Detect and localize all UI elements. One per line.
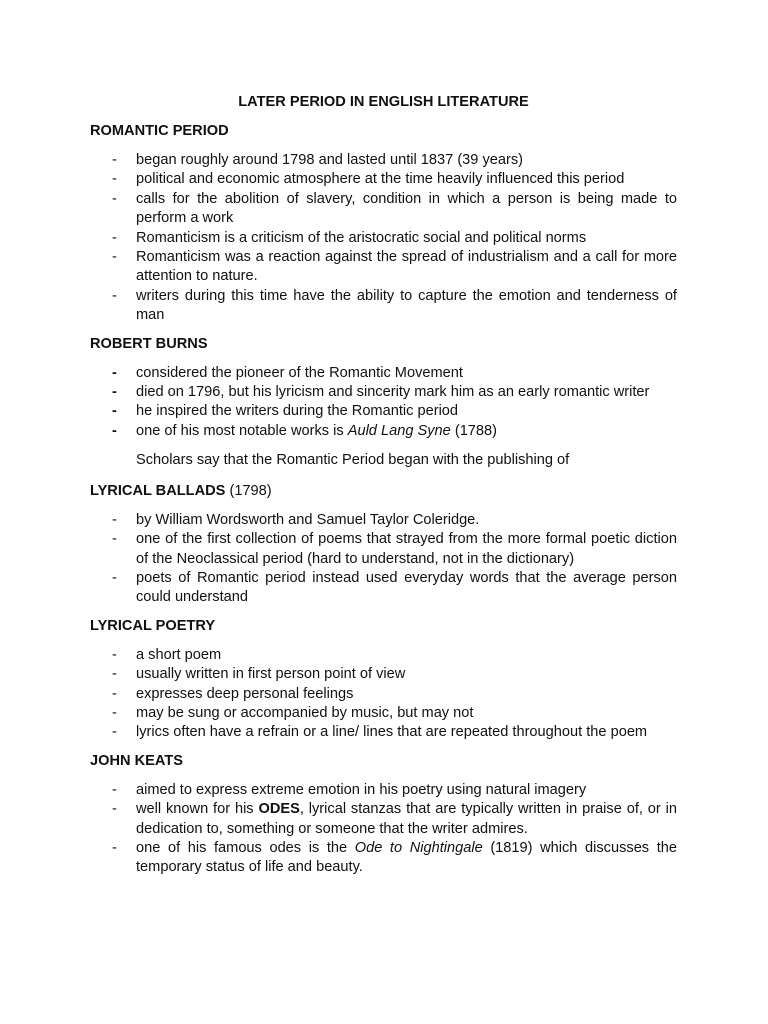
heading-john-keats: JOHN KEATS [90, 752, 183, 769]
bullet-dash: - [112, 569, 117, 586]
list-item: - aimed to express extreme emotion in his poetry using natural imagery [90, 781, 677, 800]
heading-robert-burns: ROBERT BURNS [90, 335, 208, 352]
robert-burns-list [90, 364, 677, 442]
list-item: - one of his most notable works is Auld Lang Syne (1788) [90, 422, 677, 441]
list-item: - considered the pioneer of the Romantic Movement [90, 364, 677, 383]
bullet-dash: - [112, 364, 117, 381]
lyrical-ballads-list [90, 511, 677, 608]
heading-lyrical-poetry: LYRICAL POETRY [90, 617, 216, 634]
bullet-dash: - [112, 229, 117, 246]
bullet-dash: - [112, 384, 117, 401]
list-item: - one of his famous odes is the Ode to Nightingale (1819) which discusses the temporary status of life and beauty. [112, 839, 677, 876]
list-item: - a short poem [90, 646, 677, 665]
list-item: - calls for the abolition of slavery, condition in which a person is being made to perform a work [112, 190, 677, 227]
document-content [90, 92, 677, 886]
list-item: - writers during this time have the ability to capture the emotion and tenderness of man [112, 287, 677, 324]
list-item: - may be sung or accompanied by music, but may not [90, 704, 677, 723]
work-title: Ode to Nightingale [354, 839, 483, 856]
list-item: - Romanticism is a criticism of the aristocratic social and political norms [90, 229, 677, 248]
bullet-dash: - [112, 403, 117, 420]
bullet-dash: - [112, 801, 117, 818]
bullet-dash: - [112, 839, 117, 856]
bullet-dash: - [112, 171, 117, 188]
bullet-dash: - [112, 781, 117, 798]
bullet-dash: - [112, 190, 117, 207]
list-item: - by William Wordsworth and Samuel Taylor Coleridge. [90, 511, 677, 530]
john-keats-list [90, 781, 677, 878]
list-item: - Romanticism was a reaction against the spread of industrialism and a call for more attention to nature. [112, 249, 677, 285]
bullet-dash: - [112, 152, 117, 168]
heading-romantic-period: ROMANTIC PERIOD [90, 123, 229, 139]
odes-term: ODES [258, 801, 300, 818]
list-item: - usually written in first person point of view [90, 665, 677, 684]
lyrical-poetry-list [90, 646, 677, 743]
list-item: - he inspired the writers during the Romantic period [90, 402, 677, 421]
heading-lyrical-ballads: LYRICAL BALLADS (1798) [90, 482, 272, 499]
list-item: - political and economic atmosphere at the time heavily influenced this period [90, 170, 677, 189]
bullet-dash: - [112, 422, 117, 439]
bullet-dash: - [112, 666, 117, 683]
list-item: - well known for his ODES, lyrical stanzas that are typically written in praise of, or in dedication to, something or someone that the writer admires. [112, 801, 677, 837]
bullet-dash: - [112, 249, 117, 266]
bullet-dash: - [112, 531, 117, 548]
romantic-period-list [90, 151, 677, 326]
bullet-dash: - [112, 646, 117, 663]
list-item: - one of the first collection of poems that strayed from the more formal poetic diction of the Neoclassical period (hard to understand, not in the dictionary) [112, 531, 677, 567]
bullet-dash: - [112, 287, 117, 304]
bullet-dash: - [112, 685, 117, 702]
scholars-note: Scholars say that the Romantic Period began with the publishing of [136, 452, 570, 469]
list-item: - poets of Romantic period instead used everyday words that the average person could understand [112, 569, 677, 606]
list-item: - lyrics often have a refrain or a line/ lines that are repeated throughout the poem [90, 723, 677, 742]
bullet-dash: - [112, 704, 117, 721]
list-item: - began roughly around 1798 and lasted until 1837 (39 years) [90, 151, 677, 170]
list-item: - died on 1796, but his lyricism and sincerity mark him as an early romantic writer [90, 383, 677, 402]
bullet-dash: - [112, 724, 117, 741]
list-item: - expresses deep personal feelings [90, 685, 677, 704]
bullet-dash: - [112, 511, 117, 528]
page-title: LATER PERIOD IN ENGLISH LITERATURE [238, 94, 529, 110]
work-title: Auld Lang Syne [347, 422, 451, 439]
